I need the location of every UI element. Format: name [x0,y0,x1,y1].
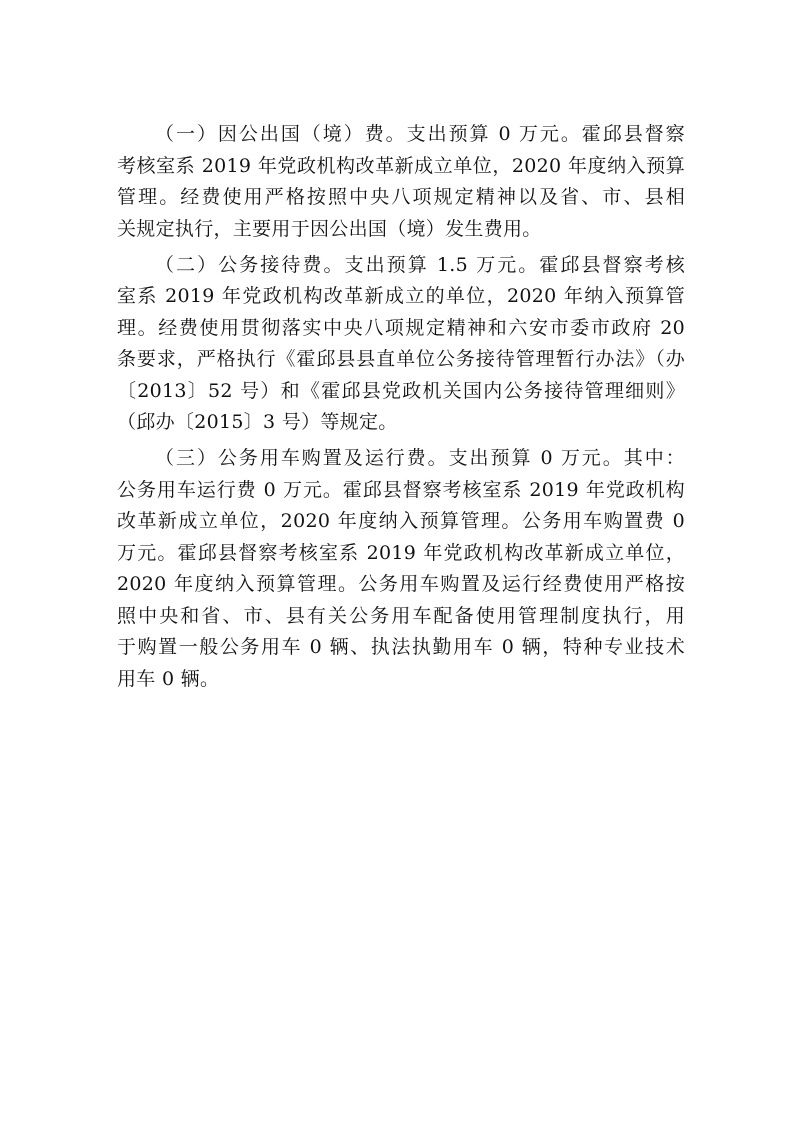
text-line: （邱办〔2015〕3 号）等规定。 [117,411,398,433]
text-line: 万元。霍邱县督察考核室系 2019 年党政机构改革新成立单位， [117,541,685,564]
text-line: （一）因公出国（境）费。支出预算 0 万元。霍邱县督察 [155,123,685,145]
text-line: 用车 0 辆。 [117,667,220,690]
text-line: 室系 2019 年党政机构改革新成立的单位，2020 年纳入预算管 [117,285,685,307]
text-line: 理。经费使用贯彻落实中央八项规定精神和六安市委市政府 20 [117,316,685,339]
text-line: 照中央和省、市、县有关公务用车配备使用管理制度执行，用 [117,604,685,627]
text-line: 考核室系 2019 年党政机构改革新成立单位，2020 年度纳入预算 [117,154,685,177]
text-line: （三）公务用车购置及运行费。支出预算 0 万元。其中： [155,447,685,469]
text-line: 2020 年度纳入预算管理。公务用车购置及运行经费使用严格按 [117,573,685,595]
document-body [117,119,685,700]
text-line: 关规定执行，主要用于因公出国（境）发生费用。 [117,217,542,240]
text-line: 〔2013〕52 号）和《霍邱县党政机关国内公务接待管理细则》 [117,379,685,402]
text-line: 公务用车运行费 0 万元。霍邱县督察考核室系 2019 年党政机构 [117,478,685,501]
text-line: 条要求，严格执行《霍邱县县直单位公务接待管理暂行办法》（办 [117,348,685,370]
paragraph-official-reception [117,250,685,439]
text-line: 于购置一般公务用车 0 辆、执法执勤用车 0 辆，特种专业技术 [117,636,685,658]
text-line: 管理。经费使用严格按照中央八项规定精神以及省、市、县相 [117,186,685,208]
paragraph-overseas-travel [117,119,685,245]
paragraph-official-vehicles [117,443,685,695]
text-line: （二）公务接待费。支出预算 1.5 万元。霍邱县督察考核 [155,253,685,276]
text-line: 改革新成立单位，2020 年度纳入预算管理。公务用车购置费 0 [117,510,685,532]
